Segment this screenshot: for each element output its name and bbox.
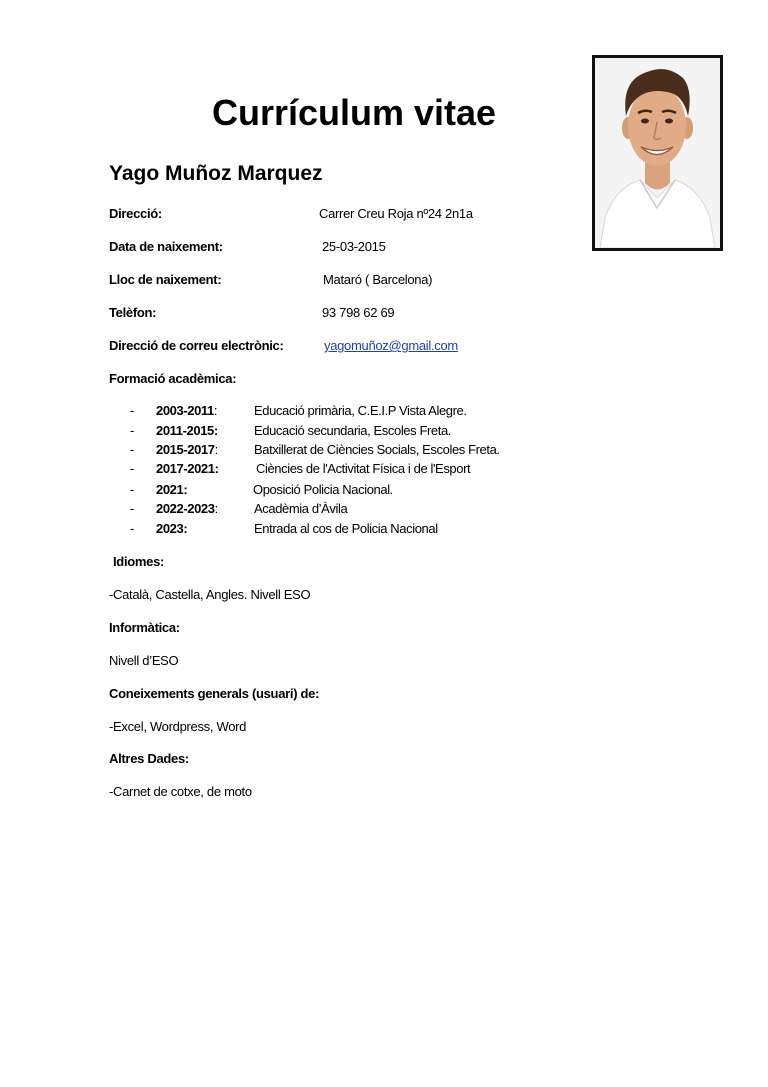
email-label: Direcció de correu electrònic: bbox=[109, 338, 284, 353]
list-bullet: - bbox=[130, 461, 134, 476]
birthplace-value: Mataró ( Barcelona) bbox=[323, 272, 433, 287]
email-link[interactable]: yagomuñoz@gmail.com bbox=[324, 338, 458, 353]
address-label: Direcció: bbox=[109, 206, 162, 221]
education-description: Acadèmia d’Àvila bbox=[254, 501, 348, 516]
person-name: Yago Muñoz Marquez bbox=[109, 162, 323, 185]
education-description: Oposició Policia Nacional. bbox=[253, 482, 393, 497]
education-years: 2023: bbox=[156, 521, 188, 536]
birthdate-label: Data de naixement: bbox=[109, 239, 223, 254]
list-bullet: - bbox=[130, 482, 134, 497]
education-years: 2015-2017: bbox=[156, 442, 218, 457]
languages-text: -Català, Castella, Angles. Nivell ESO bbox=[109, 587, 311, 602]
computing-heading: Informàtica: bbox=[109, 620, 180, 635]
education-years: 2003-2011: bbox=[156, 403, 218, 418]
other-text: -Carnet de cotxe, de moto bbox=[109, 784, 252, 799]
birthplace-label: Lloc de naixement: bbox=[109, 272, 222, 287]
phone-value: 93 798 62 69 bbox=[322, 305, 395, 320]
education-description: Ciències de l'Activitat Física i de l'Esport bbox=[256, 461, 471, 476]
computing-text: Nivell d’ESO bbox=[109, 653, 179, 668]
education-description: Batxillerat de Ciències Socials, Escoles Freta. bbox=[254, 442, 500, 457]
profile-photo bbox=[592, 55, 723, 251]
education-years: 2017-2021: bbox=[156, 461, 219, 476]
address-value: Carrer Creu Roja nº24 2n1a bbox=[319, 206, 473, 221]
list-bullet: - bbox=[130, 423, 134, 438]
phone-label: Telèfon: bbox=[109, 305, 157, 320]
list-bullet: - bbox=[130, 501, 134, 516]
profile-portrait-image bbox=[595, 58, 720, 248]
list-bullet: - bbox=[130, 442, 134, 457]
knowledge-text: -Excel, Wordpress, Word bbox=[109, 719, 247, 734]
education-years: 2011-2015: bbox=[156, 423, 218, 438]
languages-heading: Idiomes: bbox=[113, 554, 165, 569]
list-bullet: - bbox=[130, 403, 134, 418]
page-title: Currículum vitae bbox=[212, 92, 497, 133]
list-bullet: - bbox=[130, 521, 134, 536]
education-description: Entrada al cos de Policia Nacional bbox=[254, 521, 438, 536]
education-description: Educació secundaria, Escoles Freta. bbox=[254, 423, 451, 438]
education-years: 2022-2023: bbox=[156, 501, 218, 516]
education-heading: Formació acadèmica: bbox=[109, 371, 237, 386]
other-heading: Altres Dades: bbox=[109, 751, 189, 766]
education-description: Educació primària, C.E.I.P Vista Alegre. bbox=[254, 403, 467, 418]
knowledge-heading: Coneixements generals (usuari) de: bbox=[109, 686, 320, 701]
education-years: 2021: bbox=[156, 482, 188, 497]
birthdate-value: 25-03-2015 bbox=[322, 239, 386, 254]
